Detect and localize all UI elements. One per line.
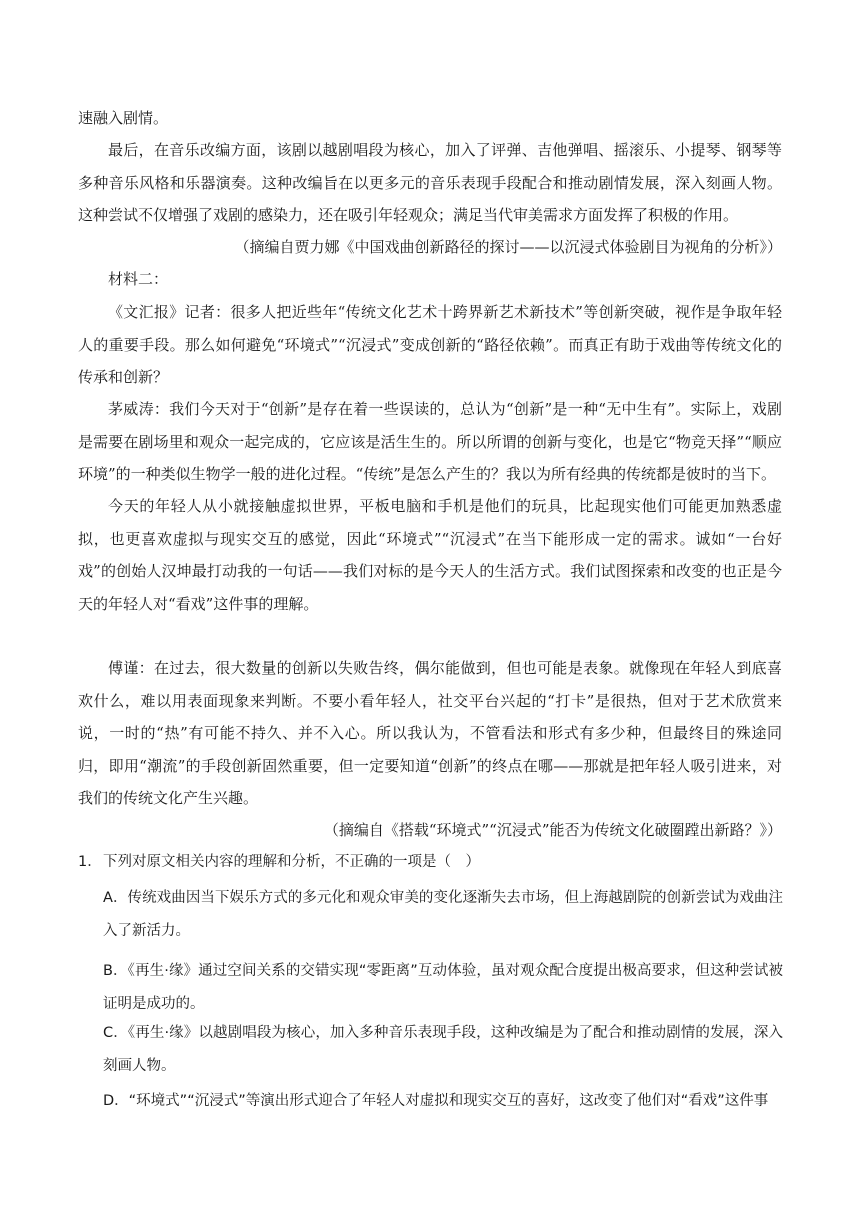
- option-a[interactable]: A．传统戏曲因当下娱乐方式的多元化和观众审美的变化逐渐失去市场，但上海越剧院的创新尝试为戏曲注入了新活力。: [103, 890, 783, 939]
- paragraph-fu-jin: 傅谨：在过去，很大数量的创新以失败告终，偶尔能做到，但也可能是表象。就像现在年轻人到底喜欢什么，难以用表面现象来判断。不要小看年轻人，社交平台兴起的“打卡”是很热，但对于艺术欣赏来说，一时的“热”有可能不持久、并不入心。所以我认为，不管看法和形式有多少种，但最终目的殊途同归，即用“潮流”的手段创新固然重要，但一定要知道“创新”的终点在哪——那就是把年轻人吸引进来，对我们的传统文化产生兴趣。: [78, 659, 782, 807]
- paragraph-mao-weitao: 茅威涛：我们今天对于“创新”是存在着一些误读的，总认为“创新”是一种“无中生有”。实际上，戏剧是需要在剧场里和观众一起完成的，它应该是活生生的。所以所谓的创新与变化，也是它“物竞天择”“顺应环境”的一种类似生物学一般的进化过程。“传统”是怎么产生的？我以为所有经典的传统都是彼时的当下。: [78, 400, 782, 483]
- paragraph-continuation: 速融入剧情。: [78, 109, 169, 127]
- option-b[interactable]: B．《再生·缘》通过空间关系的交错实现“零距离”互动体验，虽对观众配合度提出极高要求，但这种尝试被证明是成功的。: [103, 963, 783, 1012]
- paragraph-music-adaptation: 最后，在音乐改编方面，该剧以越剧唱段为核心，加入了评弹、吉他弹唱、摇滚乐、小提琴、钢琴等多种音乐风格和乐器演奏。这种改编旨在以更多元的音乐表现手段配合和推动剧情发展，深入刻画人物。这种尝试不仅增强了戏剧的感染力，还在吸引年轻观众；满足当代审美需求方面发挥了积极的作用。: [78, 141, 782, 224]
- question-number: 1．: [78, 854, 102, 870]
- source-citation-1: （摘编自贾力娜《中国戏曲创新路径的探讨——以沉浸式体验剧目为视角的分析》）: [234, 238, 782, 256]
- question-stem: 下列对原文相关内容的理解和分析，不正确的一项是（ ）: [103, 854, 480, 870]
- paragraph-reporter: 《文汇报》记者：很多人把近些年“传统文化艺术十跨界新艺术新技术”等创新突破，视作是争取年轻人的重要手段。那么如何避免“环境式”“沉浸式”变成创新的“路径依赖”。而真正有助于戏曲等传统文化的传承和创新？: [78, 303, 782, 386]
- material-two-heading: 材料二：: [108, 270, 169, 288]
- source-citation-2: （摘编自《搭载“环境式”“沉浸式”能否为传统文化破圈蹚出新路？》）: [323, 821, 782, 839]
- option-c[interactable]: C．《再生·缘》以越剧唱段为核心，加入多种音乐表现手段，这种改编是为了配合和推动剧情的发展，深入刻画人物。: [103, 1025, 783, 1074]
- paragraph-young-people: 今天的年轻人从小就接触虚拟世界，平板电脑和手机是他们的玩具，比起现实他们可能更加熟悉虚拟，也更喜欢虚拟与现实交互的感觉，因此“环境式”“沉浸式”在当下能形成一定的需求。诚如“一台好戏”的创始人汉坤最打动我的一句话——我们对标的是今天人的生活方式。我们试图探索和改变的也正是今天的年轻人对“看戏”这件事的理解。: [78, 497, 782, 613]
- option-d[interactable]: D．“环境式”“沉浸式”等演出形式迎合了年轻人对虚拟和现实交互的喜好，这改变了他们对“看戏”这件事: [103, 1093, 769, 1109]
